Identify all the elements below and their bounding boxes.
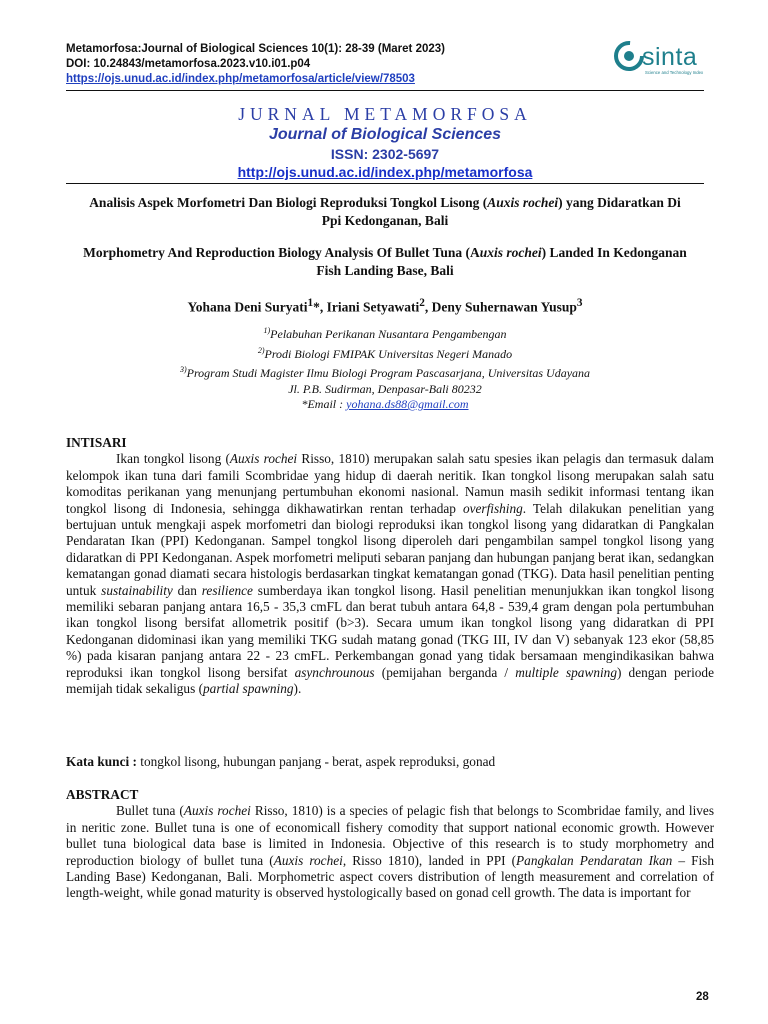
title-english: Morphometry And Reproduction Biology Analysis Of Bullet Tuna (Auxis rochei) Landed In Kedonganan Fish Landing Base, Bali [83,245,687,278]
section-heading: ABSTRACT [66,787,139,802]
email-line: *Email : yohana.ds88@gmail.com [301,397,469,411]
keywords-text: tongkol lisong, hubungan panjang - berat, aspek reproduksi, gonad [136,754,496,769]
journal-subtitle: Journal of Biological Sciences [268,126,502,143]
logo-tagline: Science and Technology Index [645,70,704,75]
header-rule [66,90,704,91]
affiliations [66,323,704,413]
author-name: Deny Suhernawan Yusup [431,299,577,315]
author-name: Yohana Deni Suryati [187,299,308,315]
page-number: 28 [696,991,709,1003]
journal-url-link[interactable]: http://ojs.unud.ac.id/index.php/metamorfosa [237,164,533,180]
abstract-paragraph: Bullet tuna (Auxis rochei Risso, 1810) is a species of pelagic fish that belongs to Scombridae family, and lives in neritic zone. Bullet tuna is one of economicall fishery comodity that support national economic growth. However bullet tuna biological data base is limited in Indonesia. Objective of this research is to study morphometry and reproduction biology of bullet tuna (Auxis rochei, Risso 1810), landed in PPI (Pangkalan Pendaratan Ikan – Fish Landing Base) Kedonganan, Bali. Morphometric aspect covers distribution of length measurement and correlation of length-weight, while gonad maturity is observed hystologically based on gonad cell growth. The data is important for [66,803,714,901]
sinta-logo [612,36,716,82]
affiliation-line: Jl. P.B. Sudirman, Denpasar-Bali 80232 [288,381,482,396]
author-list: Yohana Deni Suryati$^1$*, Iriani Setyawati$^2$, Deny Suhernawan Yusup$^3$ [187,297,583,315]
author-name: Iriani Setyawati [326,299,420,315]
intisari-paragraph: Ikan tongkol lisong (Auxis rochei Risso, 1810) merupakan salah satu spesies ikan pelagis dan termasuk dalam kelompok ikan tuna dari famili Scombridae yang hidup di daerah neritik. Ikan tongkol lisong merupakan salah satu komoditas perikanan yang menunjang pertumbuhan ekonomi nasional. Namun masih sedikit informasi tentang ikan tongkol lisong di Indonesia, sehingga dikhawatirkan rentan terhadap overfishing. Telah dilakukan penelitian yang bertujuan untuk mengkaji aspek morfometri dan biologi reproduksi ikan tongkol lisong yang didaratkan di Pangkalan Pendaratan Ikan (PPI) Kedonganan. Sampel tongkol lisong diperoleh dari pengambilan sampel tongkol lisong yang didaratkan di PPI Kedonganan. Aspek morfometri meliputi sebaran panjang dan hubungan panjang berat ikan, sedangkan kematangan gonad diamati secara histologis berdasarkan tingkat kematangan gonad (TKG). Data hasil penelitian penting untuk sustainability dan resilience sumberdaya ikan tongkol lisong. Hasil penelitian menunjukkan ikan tongkol lisong memiliki sebaran panjang antara 16,5 - 35,3 cmFL dan berat tubuh antara 64,8 - 539,4 gram dengan pola pertumbuhan ikan tongkol lisong bersifat allometrik positif (b>3). Secara umum ikan tongkol lisong yang didaratkan di PPI Kedonganan didominasi ikan yang memiliki TKG sudah matang gonad (TKG III, IV dan V) sebanyak 123 ekor (58,85 %) pada kisaran panjang antara 22 - 23 cmFL. Perkembangan gonad yang tidak bersamaan mengindikasikan bahwa reproduksi ikan tongkol lisong bersifat asynchrounous (pemijahan berganda / multiple spawning) dengan periode memijah tidak sekaligus (partial spawning). [66,451,714,697]
keywords-label: Kata kunci : [66,754,137,769]
email-link[interactable]: yohana.ds88@gmail.com [346,397,469,411]
affiliation-line: $^{2)}$Prodi Biologi FMIPAK Universitas Negeri Manado [257,345,513,361]
masthead-rule [66,183,704,184]
journal-issn: ISSN: 2302-5697 [330,146,440,162]
title-indonesian: Analisis Aspek Morfometri Dan Biologi Reproduksi Tongkol Lisong (Auxis rochei) yang Didaratkan Di Ppi Kedonganan, Bali [89,195,681,228]
logo-wordmark: sinta [642,43,698,71]
affiliation-line: $^{3)}$Program Studi Magister Ilmu Biologi Program Pascasarjana, Universitas Udayana [179,365,591,380]
citation-line: Metamorfosa:Journal of Biological Sciences 10(1): 28-39 (Maret 2023) [66,43,445,55]
citation-header [66,42,566,87]
section-heading: INTISARI [66,435,127,450]
article-url-link[interactable]: https://ojs.unud.ac.id/index.php/metamorfosa/article/view/78503 [66,73,415,85]
affiliation-line: $^{1)}$Pelabuhan Perikanan Nusantara Pengambengan [263,326,507,341]
doi-line: DOI: 10.24843/metamorfosa.2023.v10.i01.p04 [66,58,311,70]
abstract-section [66,787,714,902]
journal-masthead [66,104,704,181]
keywords-line [66,754,714,770]
journal-name: JURNAL METAMORFOSA [238,104,532,124]
intisari-section [66,435,714,698]
